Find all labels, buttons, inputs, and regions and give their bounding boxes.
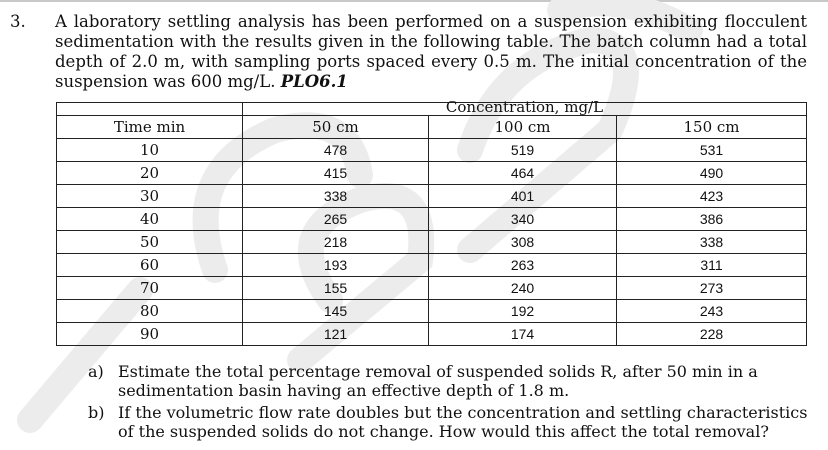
concentration-cell: 243	[617, 300, 807, 323]
table-row	[57, 208, 807, 231]
sub-question-b-text: If the volumetric flow rate doubles but the concentration and settling characteristics of the suspended solids do not change. How would this affect the total removal?	[118, 403, 808, 441]
concentration-cell: 174	[429, 323, 617, 346]
sub-question-a	[88, 362, 808, 400]
concentration-cell: 263	[429, 254, 617, 277]
concentration-cell: 401	[429, 185, 617, 208]
concentration-cell: 265	[243, 208, 429, 231]
time-cell: 60	[57, 254, 243, 277]
concentration-cell: 531	[617, 139, 807, 162]
concentration-cell: 464	[429, 162, 617, 185]
concentration-cell: 423	[617, 185, 807, 208]
concentration-cell: 338	[617, 231, 807, 254]
question-number: 3.	[10, 12, 26, 31]
table-row	[57, 254, 807, 277]
concentration-cell: 155	[243, 277, 429, 300]
col-header-150cm: 150 cm	[617, 116, 807, 139]
table-row	[57, 162, 807, 185]
table-header-row	[57, 116, 807, 139]
concentration-cell: 490	[617, 162, 807, 185]
table-row	[57, 139, 807, 162]
concentration-cell: 273	[617, 277, 807, 300]
concentration-cell: 478	[243, 139, 429, 162]
time-cell: 20	[57, 162, 243, 185]
table-row	[57, 277, 807, 300]
table-row	[57, 231, 807, 254]
concentration-cell: 386	[617, 208, 807, 231]
concentration-cell: 415	[243, 162, 429, 185]
concentration-table	[56, 98, 807, 346]
time-cell: 40	[57, 208, 243, 231]
plo-label: PLO6.1	[280, 72, 348, 91]
concentration-cell: 338	[243, 185, 429, 208]
sub-question-a-text: Estimate the total percentage removal of suspended solids R, after 50 min in a sedimentation basin having an effective depth of 1.8 m.	[118, 362, 758, 400]
time-cell: 30	[57, 185, 243, 208]
sub-question-a-label: a)	[88, 362, 104, 381]
concentration-header: Concentration, mg/L	[243, 101, 807, 114]
sub-questions	[88, 362, 808, 444]
table-blank-row	[57, 103, 807, 116]
table-row	[57, 185, 807, 208]
time-cell: 80	[57, 300, 243, 323]
concentration-cell: 145	[243, 300, 429, 323]
concentration-cell: 311	[617, 254, 807, 277]
concentration-cell: 340	[429, 208, 617, 231]
concentration-cell: 121	[243, 323, 429, 346]
question-text	[55, 12, 807, 92]
concentration-cell: 228	[617, 323, 807, 346]
table-row	[57, 300, 807, 323]
sub-question-b-label: b)	[88, 403, 105, 422]
concentration-cell: 519	[429, 139, 617, 162]
concentration-cell: 240	[429, 277, 617, 300]
sub-question-b	[88, 403, 808, 441]
col-header-50cm: 50 cm	[243, 116, 429, 139]
concentration-cell: 308	[429, 231, 617, 254]
blank-cell	[57, 103, 243, 116]
concentration-cell: 192	[429, 300, 617, 323]
table-row	[57, 323, 807, 346]
col-header-time: Time min	[57, 116, 243, 139]
time-cell: 50	[57, 231, 243, 254]
col-header-100cm: 100 cm	[429, 116, 617, 139]
time-cell: 90	[57, 323, 243, 346]
time-cell: 70	[57, 277, 243, 300]
concentration-cell: 218	[243, 231, 429, 254]
concentration-cell: 193	[243, 254, 429, 277]
question-body: A laboratory settling analysis has been performed on a suspension exhibiting flocculent sedimentation with the results given in the following table. The batch column had a total depth of 2.0 m, with sampling ports spaced every 0.5 m. The initial concentration of the suspension was 600 mg/L.	[55, 12, 807, 91]
time-cell: 10	[57, 139, 243, 162]
